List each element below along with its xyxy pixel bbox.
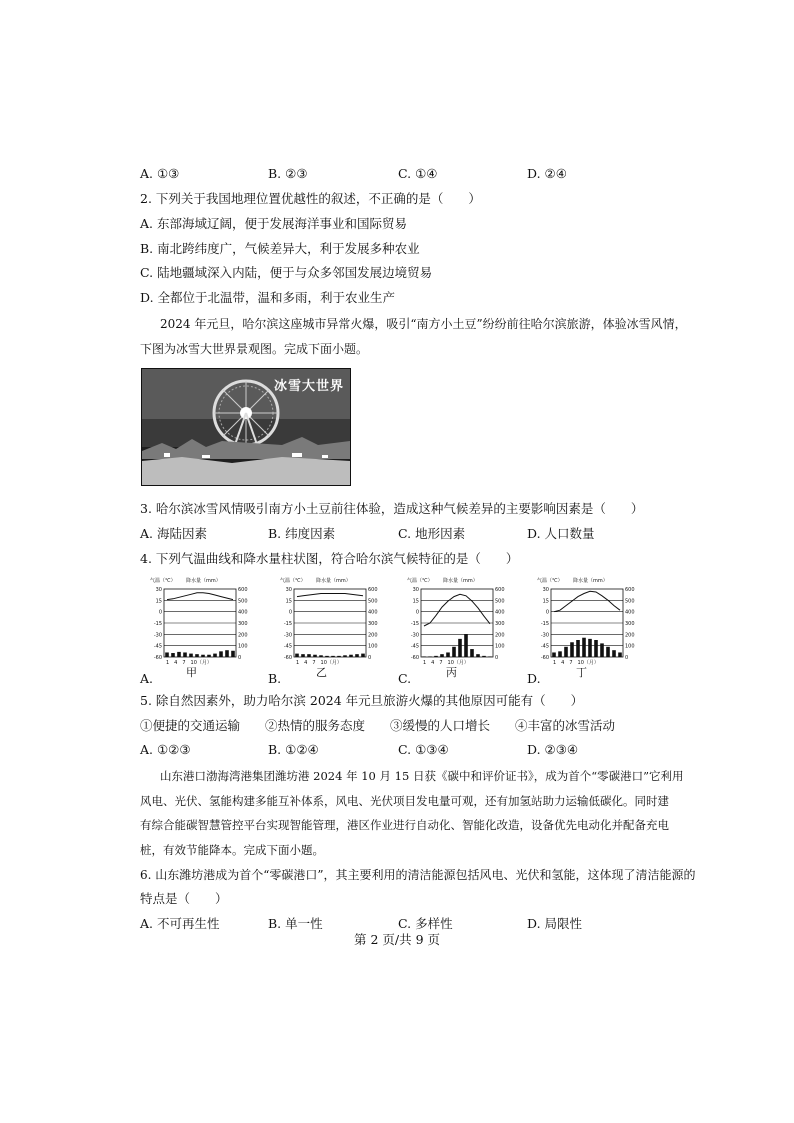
precip-tick-label: 600 <box>238 587 248 593</box>
q5-items: ①便捷的交通运输 ②热情的服务态度 ③缓慢的人口增长 ④丰富的冰雪活动 <box>140 718 616 733</box>
temp-tick-label: -15 <box>540 621 549 627</box>
q5-option-b: B. ①②④ <box>268 742 319 757</box>
temp-axis-label: 气温（℃） <box>407 578 433 584</box>
precip-bar <box>452 647 456 657</box>
temp-tick-label: -30 <box>153 632 162 639</box>
temp-tick-label: -45 <box>283 643 292 650</box>
q6-stem-line1: 6. 山东潍坊港成为首个“零碳港口”，其主要利用的清洁能源包括风电、光伏和氢能，这体现了清洁能源的 <box>140 868 696 882</box>
precip-tick-label: 200 <box>495 632 505 639</box>
temperature-curve <box>424 594 490 626</box>
q2-option-c: C. 陆地疆域深入内陆，便于与众多邻国发展边境贸易 <box>140 265 433 280</box>
precip-bar <box>588 639 592 657</box>
q5-option-a: A. ①②③ <box>140 742 191 757</box>
precip-bar <box>558 651 562 657</box>
q4-option-a: A. <box>140 671 154 686</box>
precip-bar <box>422 656 426 657</box>
precip-bar <box>343 655 347 657</box>
precip-bar <box>361 654 365 657</box>
precip-tick-label: 0 <box>495 655 499 661</box>
precip-bar <box>600 643 604 657</box>
precip-bar <box>225 650 229 657</box>
temp-axis-label: 气温（℃） <box>537 578 563 584</box>
q4-stem: 4. 下列气温曲线和降水量柱状图，符合哈尔滨气候特征的是（ ） <box>140 551 519 566</box>
precip-bar <box>325 656 329 657</box>
precip-bar <box>576 640 580 657</box>
temp-tick-label: 15 <box>542 598 549 605</box>
precip-tick-label: 600 <box>368 587 378 593</box>
temp-tick-label: 0 <box>288 609 292 616</box>
precip-bar <box>349 655 353 657</box>
temp-tick-label: 30 <box>285 587 292 593</box>
temp-tick-label: -15 <box>410 621 419 627</box>
q4-option-d: D. <box>527 671 541 686</box>
q5-option-c: C. ①③④ <box>398 742 449 757</box>
ice-snow-world-photo <box>141 368 351 486</box>
precip-bar <box>337 656 341 657</box>
precip-tick-label: 0 <box>625 655 629 661</box>
precip-tick-label: 100 <box>368 643 378 650</box>
precip-bar <box>582 638 586 657</box>
q3-stem: 3. 哈尔滨冰雪风情吸引南方小土豆前往体验，造成这种气候差异的主要影响因素是（ ） <box>140 501 644 516</box>
climate-chart-svg <box>148 575 253 665</box>
temp-tick-label: -60 <box>153 655 162 661</box>
temp-tick-label: 30 <box>155 587 162 593</box>
q6-stem-line2: 特点是（ ） <box>140 891 228 906</box>
temp-tick-label: 0 <box>545 609 549 616</box>
precip-bar <box>564 647 568 657</box>
q4-option-b: B. <box>268 671 282 686</box>
q1-option-a: A. ①③ <box>140 166 180 181</box>
precip-tick-label: 0 <box>368 655 372 661</box>
precip-bar <box>482 656 486 657</box>
temp-tick-label: -30 <box>410 632 419 639</box>
precip-bar <box>488 656 492 657</box>
climate-chart-svg <box>405 575 510 665</box>
temp-tick-label: -45 <box>153 643 162 650</box>
precip-tick-label: 600 <box>625 587 635 593</box>
precip-bar <box>440 654 444 657</box>
precip-bar <box>570 642 574 657</box>
q3-option-b: B. 纬度因素 <box>268 526 336 541</box>
climate-chart-jia <box>148 575 253 665</box>
precip-bar <box>552 652 556 657</box>
precip-bar <box>307 654 311 657</box>
temp-tick-label: -45 <box>410 643 419 650</box>
chart-name-yi: 乙 <box>316 666 327 679</box>
precip-tick-label: 500 <box>368 598 378 605</box>
precip-tick-label: 500 <box>495 598 505 605</box>
temp-tick-label: -60 <box>540 655 549 661</box>
temperature-curve <box>167 593 233 600</box>
precip-bar <box>319 655 323 657</box>
temperature-curve <box>297 594 363 597</box>
precip-tick-label: 200 <box>368 632 378 639</box>
q2-option-d: D. 全都位于北温带，温和多雨，利于农业生产 <box>140 290 396 305</box>
climate-chart-svg <box>278 575 383 665</box>
temp-tick-label: 30 <box>542 587 549 593</box>
climate-chart-bing <box>405 575 510 665</box>
precip-bar <box>446 652 450 657</box>
q1-option-c: C. ①④ <box>398 166 438 181</box>
precip-bar <box>213 654 217 657</box>
climate-chart-svg <box>535 575 640 665</box>
passage1-line1: 2024 年元旦，哈尔滨这座城市异常火爆，吸引“南方小土豆”纷纷前往哈尔滨旅游，体验冰雪风情， <box>160 317 687 331</box>
temp-tick-label: 15 <box>285 598 292 605</box>
precip-bar <box>195 654 199 657</box>
temp-tick-label: -30 <box>540 632 549 639</box>
precip-bar <box>295 654 299 657</box>
q1-option-d: D. ②④ <box>527 166 567 181</box>
precip-bar <box>458 639 462 657</box>
month-axis-label: 1 4 7 10（月） <box>423 660 469 665</box>
temp-tick-label: 15 <box>155 598 162 605</box>
precip-axis-label: 降水量（mm） <box>573 578 608 584</box>
q6-option-c: C. 多样性 <box>398 916 453 931</box>
temp-tick-label: -60 <box>283 655 292 661</box>
precip-tick-label: 500 <box>625 598 635 605</box>
precip-tick-label: 600 <box>495 587 505 593</box>
precip-bar <box>165 652 169 657</box>
photo-caption: 冰雪大世界 <box>273 379 344 394</box>
q2-option-a: A. 东部海域辽阔，便于发展海洋事业和国际贸易 <box>140 216 407 231</box>
precip-tick-label: 300 <box>368 621 378 627</box>
q6-option-b: B. 单一性 <box>268 916 323 931</box>
q5-stem: 5. 除自然因素外，助力哈尔滨 2024 年元旦旅游火爆的其他原因可能有（ ） <box>140 693 584 708</box>
precip-bar <box>207 655 211 657</box>
temp-axis-label: 气温（℃） <box>150 578 176 584</box>
temp-tick-label: -45 <box>540 643 549 650</box>
chart-name-ding: 丁 <box>576 666 587 679</box>
climate-chart-ding <box>535 575 640 665</box>
q5-option-d: D. ②③④ <box>527 742 579 757</box>
precip-tick-label: 300 <box>238 621 248 627</box>
q3-option-a: A. 海陆因素 <box>140 526 207 541</box>
precip-bar <box>464 634 468 657</box>
precip-bar <box>231 651 235 657</box>
precip-bar <box>476 654 480 657</box>
q6-option-d: D. 局限性 <box>527 916 583 931</box>
precip-bar <box>331 656 335 657</box>
month-axis-label: 1 4 7 10（月） <box>553 660 599 665</box>
precip-tick-label: 100 <box>625 643 635 650</box>
precip-bar <box>177 652 181 657</box>
precip-bar <box>612 650 616 657</box>
month-axis-label: 1 4 7 10（月） <box>166 660 212 665</box>
chart-name-jia: 甲 <box>186 666 197 679</box>
q3-option-d: D. 人口数量 <box>527 526 595 541</box>
q2-stem: 2. 下列关于我国地理位置优越性的叙述，不正确的是（ ） <box>140 191 481 206</box>
precip-bar <box>470 649 474 657</box>
q6-option-a: A. 不可再生性 <box>140 916 220 931</box>
precip-axis-label: 降水量（mm） <box>443 578 478 584</box>
precip-bar <box>189 654 193 657</box>
passage2-line2: 风电、光伏、氢能构建多能互补体系，风电、光伏项目发电量可观，还有加氢站助力运输低碳化。同时建 <box>140 794 669 808</box>
precip-bar <box>594 640 598 657</box>
temp-tick-label: 0 <box>415 609 419 616</box>
temp-tick-label: -30 <box>283 632 292 639</box>
precip-axis-label: 降水量（mm） <box>186 578 221 584</box>
precip-bar <box>434 656 438 657</box>
temp-tick-label: 15 <box>412 598 419 605</box>
precip-tick-label: 400 <box>368 609 378 616</box>
precip-bar <box>171 653 175 657</box>
temp-tick-label: -15 <box>283 621 292 627</box>
precip-bar <box>301 654 305 657</box>
temperature-curve <box>554 591 620 611</box>
precip-tick-label: 100 <box>238 643 248 650</box>
passage2-line1: 山东港口渤海湾港集团潍坊港 2024 年 10 月 15 日获《碳中和评价证书》，成为首个“零碳港口”它利用 <box>160 769 684 783</box>
precip-axis-label: 降水量（mm） <box>316 578 351 584</box>
precip-bar <box>201 655 205 657</box>
precip-tick-label: 0 <box>238 655 242 661</box>
precip-tick-label: 100 <box>495 643 505 650</box>
precip-tick-label: 300 <box>495 621 505 627</box>
precip-tick-label: 400 <box>238 609 248 616</box>
q3-option-c: C. 地形因素 <box>398 526 466 541</box>
temp-tick-label: -15 <box>153 621 162 627</box>
month-axis-label: 1 4 7 10（月） <box>296 660 342 665</box>
temp-tick-label: -60 <box>410 655 419 661</box>
page-footer: 第 2 页/共 9 页 <box>353 932 440 947</box>
climate-chart-yi <box>278 575 383 665</box>
passage2-line3: 有综合能碳智慧管控平台实现智能管理，港区作业进行自动化、智能化改造，设备优先电动化并配备充电 <box>140 818 669 832</box>
precip-tick-label: 500 <box>238 598 248 605</box>
q2-option-b: B. 南北跨纬度广，气候差异大，利于发展多种农业 <box>140 241 420 256</box>
precip-bar <box>313 655 317 657</box>
chart-name-bing: 丙 <box>446 666 457 679</box>
precip-bar <box>606 647 610 657</box>
precip-bar <box>618 652 622 657</box>
precip-bar <box>219 651 223 657</box>
temp-tick-label: 0 <box>158 609 162 616</box>
precip-bar <box>428 656 432 657</box>
temp-tick-label: 30 <box>412 587 419 593</box>
precip-tick-label: 400 <box>495 609 505 616</box>
precip-tick-label: 400 <box>625 609 635 616</box>
precip-bar <box>183 652 187 657</box>
precip-tick-label: 200 <box>238 632 248 639</box>
q4-option-c: C. <box>398 671 412 686</box>
passage2-line4: 桩，有效节能降本。完成下面小题。 <box>140 843 324 857</box>
q1-option-b: B. ②③ <box>268 166 308 181</box>
precip-tick-label: 200 <box>625 632 635 639</box>
precip-bar <box>355 654 359 657</box>
temp-axis-label: 气温（℃） <box>280 578 306 584</box>
passage1-line2: 下图为冰雪大世界景观图。完成下面小题。 <box>140 342 369 356</box>
precip-tick-label: 300 <box>625 621 635 627</box>
